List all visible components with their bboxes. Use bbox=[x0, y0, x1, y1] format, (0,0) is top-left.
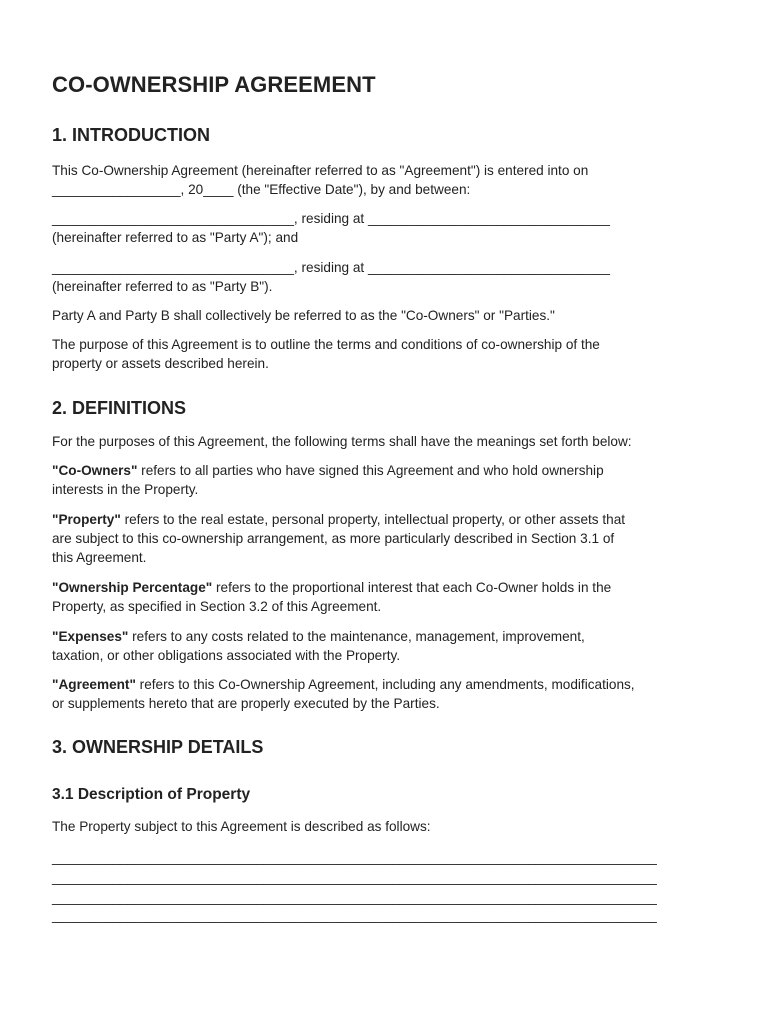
definition-text-line: taxation, or other obligations associated with the Property. bbox=[52, 648, 401, 663]
collective-paragraph: Party A and Party B shall collectively be referred to as the "Co-Owners" or "Parties." bbox=[52, 308, 555, 323]
blank-line: ________________________________________________________________________________ bbox=[52, 850, 657, 865]
definition-text-line: or supplements hereto that are properly executed by the Parties. bbox=[52, 696, 440, 711]
blank-line: ________________________________________________________________________________ bbox=[52, 870, 657, 885]
definition-term: "Ownership Percentage" bbox=[52, 580, 213, 595]
intro-paragraph-line: This Co-Ownership Agreement (hereinafter referred to as "Agreement") is entered into on bbox=[52, 163, 589, 178]
definition-text: refers to all parties who have signed this Agreement and who hold ownership bbox=[137, 463, 604, 478]
definition-text: refers to the proportional interest that each Co-Owner holds in the bbox=[212, 580, 612, 595]
definition-term: "Expenses" bbox=[52, 629, 129, 644]
definition-agreement bbox=[52, 675, 635, 695]
section-heading-definitions: 2. DEFINITIONS bbox=[52, 398, 187, 418]
definition-ownership-percentage bbox=[52, 578, 611, 598]
blank-line: ________________________________________________________________________________ bbox=[52, 890, 657, 905]
intro-paragraph-line: _________________, 20____ (the "Effective Date"), by and between: bbox=[52, 182, 471, 197]
definition-property bbox=[52, 510, 625, 530]
definition-text-line: Property, as specified in Section 3.2 of this Agreement. bbox=[52, 599, 382, 614]
party-b-line: ________________________________, residing at ________________________________ bbox=[52, 260, 610, 275]
definition-expenses bbox=[52, 627, 585, 647]
property-description-lead: The Property subject to this Agreement is described as follows: bbox=[52, 819, 431, 834]
definitions-lead: For the purposes of this Agreement, the following terms shall have the meanings set forth below: bbox=[52, 434, 632, 449]
subsection-heading-description: 3.1 Description of Property bbox=[52, 786, 251, 803]
definition-text-line: this Agreement. bbox=[52, 550, 147, 565]
definition-term: "Co-Owners" bbox=[52, 463, 138, 478]
party-b-line: (hereinafter referred to as "Party B"). bbox=[52, 279, 273, 294]
definition-text: refers to the real estate, personal property, intellectual property, or other assets that bbox=[120, 512, 626, 527]
purpose-paragraph-line: property or assets described herein. bbox=[52, 356, 269, 371]
definition-text: refers to this Co-Ownership Agreement, including any amendments, modifications, bbox=[135, 677, 635, 692]
definition-text-line: interests in the Property. bbox=[52, 482, 199, 497]
definition-text-line: are subject to this co-ownership arrangement, as more particularly described in Section 3.1 of bbox=[52, 531, 615, 546]
definition-text: refers to any costs related to the maintenance, management, improvement, bbox=[128, 629, 585, 644]
document-title: CO-OWNERSHIP AGREEMENT bbox=[52, 72, 376, 97]
party-a-line: (hereinafter referred to as "Party A"); and bbox=[52, 230, 299, 245]
section-heading-ownership-details: 3. OWNERSHIP DETAILS bbox=[52, 737, 264, 757]
section-heading-introduction: 1. INTRODUCTION bbox=[52, 125, 211, 145]
party-a-line: ________________________________, residing at ________________________________ bbox=[52, 211, 610, 226]
definition-term: "Agreement" bbox=[52, 677, 136, 692]
definition-co-owners bbox=[52, 461, 604, 481]
blank-line: ________________________________________________________________________________ bbox=[52, 908, 657, 923]
purpose-paragraph-line: The purpose of this Agreement is to outline the terms and conditions of co-ownership of the bbox=[52, 337, 600, 352]
definition-term: "Property" bbox=[52, 512, 121, 527]
